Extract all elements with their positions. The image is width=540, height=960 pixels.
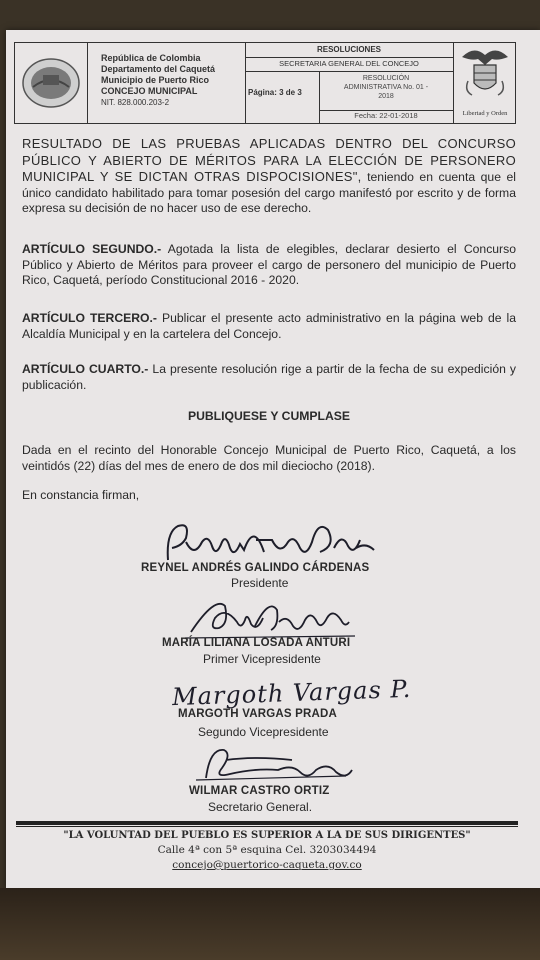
secretaria-label: SECRETARIA GENERAL DEL CONCEJO [279,59,419,68]
article-four-label: ARTÍCULO CUARTO.- [22,362,149,376]
intro-paragraph [22,136,516,217]
background-surface [0,888,540,960]
signature-2-role: Primer Vicepresidente [203,652,321,666]
intro-caps: RESULTADO DE LAS PRUEBAS APLICADAS DENTRO DEL CONCURSO PÚBLICO Y ABIERTO DE MÉRITOS PARA LA ELECCIÓN DE PERSONERO MUNICIPAL Y SE DICTAN OTRAS DISPOCISIONES", [22,136,516,184]
resolution-line-3: 2018 [378,93,394,100]
article-three [22,311,516,342]
signature-4-scribble [196,740,356,788]
publish-heading: PUBLIQUESE Y CUMPLASE [187,409,351,423]
entity-country: República de Colombia [101,53,201,63]
page-number-cell [245,71,320,124]
constancia-line: En constancia firman, [22,488,140,502]
intro-rest: teniendo en cuenta que el único candidato habilitado para tomar posesión del cargo manifestó por escrito y de forma expresa su decisión de no hacer uso de ese derecho. [22,170,517,215]
signature-1-name: REYNEL ANDRÉS GALINDO CÁRDENAS [141,562,370,574]
signature-4-role: Secretario General. [208,800,313,814]
entity-council: CONCEJO MUNICIPAL [101,86,198,96]
document-header [14,42,516,124]
footer-rule-thin [16,826,518,827]
resolution-line-1: RESOLUCIÓN [362,75,410,82]
resolution-date: Fecha: 22-01-2018 [354,111,418,120]
article-four [22,362,516,393]
coat-of-arms-cell [453,43,516,123]
article-three-label: ARTÍCULO TERCERO.- [22,311,157,325]
entity-nit: NIT. 828.000.203-2 [101,98,170,107]
article-two-text: Agotada la lista de elegibles, declarar desierto el Concurso Público y Abierto de Méritos para proveer el cargo de personero del municipio de Puerto Rico, Caquetá, período Constitucional 2016 - 2020. [22,242,516,287]
page-label: Página: 3 de 3 [248,88,302,97]
dada-paragraph: Dada en el recinto del Honorable Concejo Municipal de Puerto Rico, Caquetá, a los veintidós (22) días del mes de enero de dos mil dieciocho (2018). [22,443,516,473]
resolution-line-2: ADMINISTRATIVA No. 01 - [343,84,429,91]
footer-address: Calle 4ª con 5ª esquina Cel. 3203034494 [157,844,377,856]
entity-municipality: Municipio de Puerto Rico [101,75,210,85]
signature-3-name: MARGOTH VARGAS PRADA [178,708,338,720]
signature-4-name: WILMAR CASTRO ORTIZ [189,785,330,797]
article-two-label: ARTÍCULO SEGUNDO.- [22,242,162,256]
footer-email[interactable]: concejo@puertorico-caqueta.gov.co [172,859,362,871]
section-title: RESOLUCIONES [245,43,453,58]
council-logo-cell [15,43,88,123]
signature-3-role: Segundo Vicepresidente [198,725,329,739]
entity-department: Departamento del Caquetá [101,64,216,74]
footer-motto: "LA VOLUNTAD DEL PUEBLO ES SUPERIOR A LA DE SUS DIRIGENTES" [63,830,471,841]
article-two [22,242,516,289]
resolution-cell [319,71,453,111]
signature-2-name: MARÍA LILIANA LOSADA ANTURI [162,637,351,649]
signature-2-scribble [185,592,355,642]
signature-1-role: Presidente [231,576,289,590]
article-four-text: La presente resolución rige a partir de la fecha de su expedición y publicación. [22,362,517,392]
signature-3-handwriting: Margoth Vargas P. [171,674,412,712]
footer-rule-thick [16,821,518,825]
entity-cell [87,43,246,123]
council-logo-icon [15,43,87,123]
article-three-text: Publicar el presente acto administrativo en la página web de la Alcaldía Municipal y en la cartelera del Concejo. [22,311,516,341]
coat-of-arms-caption: Libertad y Orden [462,110,508,117]
coat-of-arms-icon [454,43,516,105]
